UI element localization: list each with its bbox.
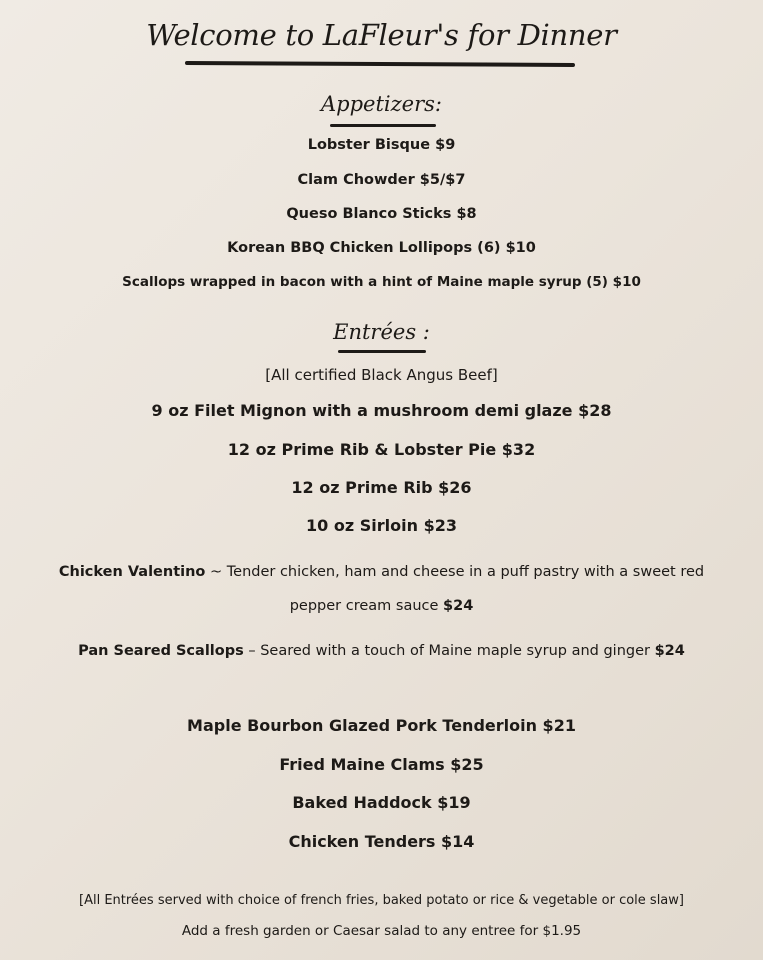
- pan-seared-scallops-price: $24: [654, 643, 685, 659]
- pan-seared-scallops-description: – Seared with a touch of Maine maple syrup and ginger: [243, 643, 655, 659]
- menu-item: Maple Bourbon Glazed Pork Tenderloin $21: [187, 716, 576, 735]
- entrees-underline: [338, 350, 426, 353]
- menu-item: Scallops wrapped in bacon with a hint of Maine maple syrup (5) $10: [122, 274, 641, 290]
- chicken-valentino-line1: [0, 564, 763, 580]
- menu-item: Lobster Bisque $9: [307, 137, 456, 153]
- chicken-valentino-price: $24: [443, 598, 474, 614]
- menu-item: 12 oz Prime Rib $26: [291, 478, 472, 497]
- menu-item: Chicken Tenders $14: [288, 832, 475, 851]
- menu-item: Fried Maine Clams $25: [279, 755, 484, 774]
- appetizers-heading: Appetizers:: [320, 92, 443, 116]
- chicken-valentino-description: ~ Tender chicken, ham and cheese in a puff pastry with a sweet red: [205, 564, 705, 580]
- menu-item: Korean BBQ Chicken Lollipops (6) $10: [227, 240, 536, 256]
- appetizers-underline: [330, 124, 436, 127]
- menu-item: Queso Blanco Sticks $8: [286, 206, 477, 222]
- sides-note: [All Entrées served with choice of french fries, baked potato or rice & vegetable or cole slaw]: [79, 893, 684, 908]
- chicken-valentino-line2: [0, 598, 763, 614]
- entrees-heading: Entrées :: [333, 320, 430, 344]
- menu-item: 9 oz Filet Mignon with a mushroom demi glaze $28: [151, 401, 612, 420]
- chicken-valentino-name: Chicken Valentino: [58, 564, 206, 580]
- pan-seared-scallops: [0, 643, 763, 659]
- menu-item: 10 oz Sirloin $23: [306, 516, 457, 535]
- menu-item: 12 oz Prime Rib & Lobster Pie $32: [227, 440, 536, 459]
- menu-item: Clam Chowder $5/$7: [297, 172, 466, 188]
- menu-title: Welcome to LaFleur's for Dinner: [146, 18, 617, 52]
- chicken-valentino-description-cont: pepper cream sauce: [289, 598, 444, 614]
- menu-item: Baked Haddock $19: [292, 793, 471, 812]
- pan-seared-scallops-name: Pan Seared Scallops: [78, 643, 244, 659]
- title-underline: [185, 61, 575, 67]
- salad-note: Add a fresh garden or Caesar salad to any entree for $1.95: [181, 923, 582, 939]
- beef-note: [All certified Black Angus Beef]: [265, 366, 498, 384]
